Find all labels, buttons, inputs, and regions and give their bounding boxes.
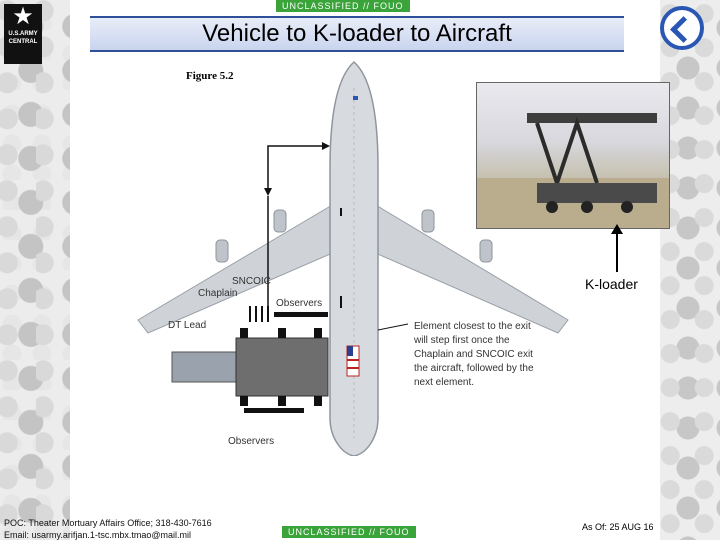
wheel [314,328,322,338]
wheel [314,396,322,406]
label-dt-lead: DT Lead [168,320,207,331]
k-loader-photo [476,82,670,229]
engine-right-inner [422,210,434,232]
classification-bottom: UNCLASSIFIED // FOUO [282,526,416,538]
camo-background-right [660,0,720,540]
figure-label: Figure 5.2 [186,70,234,82]
soldiers-group-entry [250,306,268,322]
army-logo [4,4,42,64]
observers-bar-top [274,312,328,317]
star-icon: ★ [12,3,34,30]
engine-right-outer [480,240,492,262]
arrow-head-down [264,188,272,196]
observers-bar-bottom [244,408,304,413]
page-title: Vehicle to K-loader to Aircraft [90,18,624,50]
unit-badge-icon [660,6,704,50]
k-loader-pointer-arrow [616,226,618,272]
classification-top: UNCLASSIFIED // FOUO [276,0,410,12]
wheel [278,396,286,406]
logo-line2: CENTRAL [8,39,38,45]
k-loader-photo-illustration [477,83,669,228]
as-of-date: As Of: 25 AUG 16 [582,522,654,532]
path-line-top [268,146,322,188]
vehicle [172,352,240,382]
diagram-note: Element closest to the exit will step first once the Chaplain and SNCOIC exit the aircraft, followed by the next element. [414,321,534,388]
k-loader-platform [236,338,328,396]
label-snco: SNCOIC [232,276,271,287]
wheel [240,396,248,406]
nose-marker [353,96,358,100]
note-pointer-line [378,324,408,330]
engine-left-outer [216,240,228,262]
arrow-head-right [322,142,330,150]
camo-background-left [0,0,70,540]
label-chaplain: Chaplain [198,288,238,299]
wheel [240,328,248,338]
label-observers-top: Observers [276,298,323,309]
footer-poc: POC: Theater Mortuary Affairs Office; 318-430-7616 [4,518,212,528]
engine-left-inner [274,210,286,232]
flag-canton [347,346,353,356]
footer-email: Email: usarmy.arifjan.1-tsc.mbx.tmao@mail.mil [4,530,192,540]
logo-line1: U.S.ARMY [8,31,38,37]
label-observers-bottom: Observers [228,436,275,447]
footer-contact [4,517,212,541]
wheel [278,328,286,338]
title-banner [90,16,624,52]
k-loader-label: K-loader [585,276,638,292]
